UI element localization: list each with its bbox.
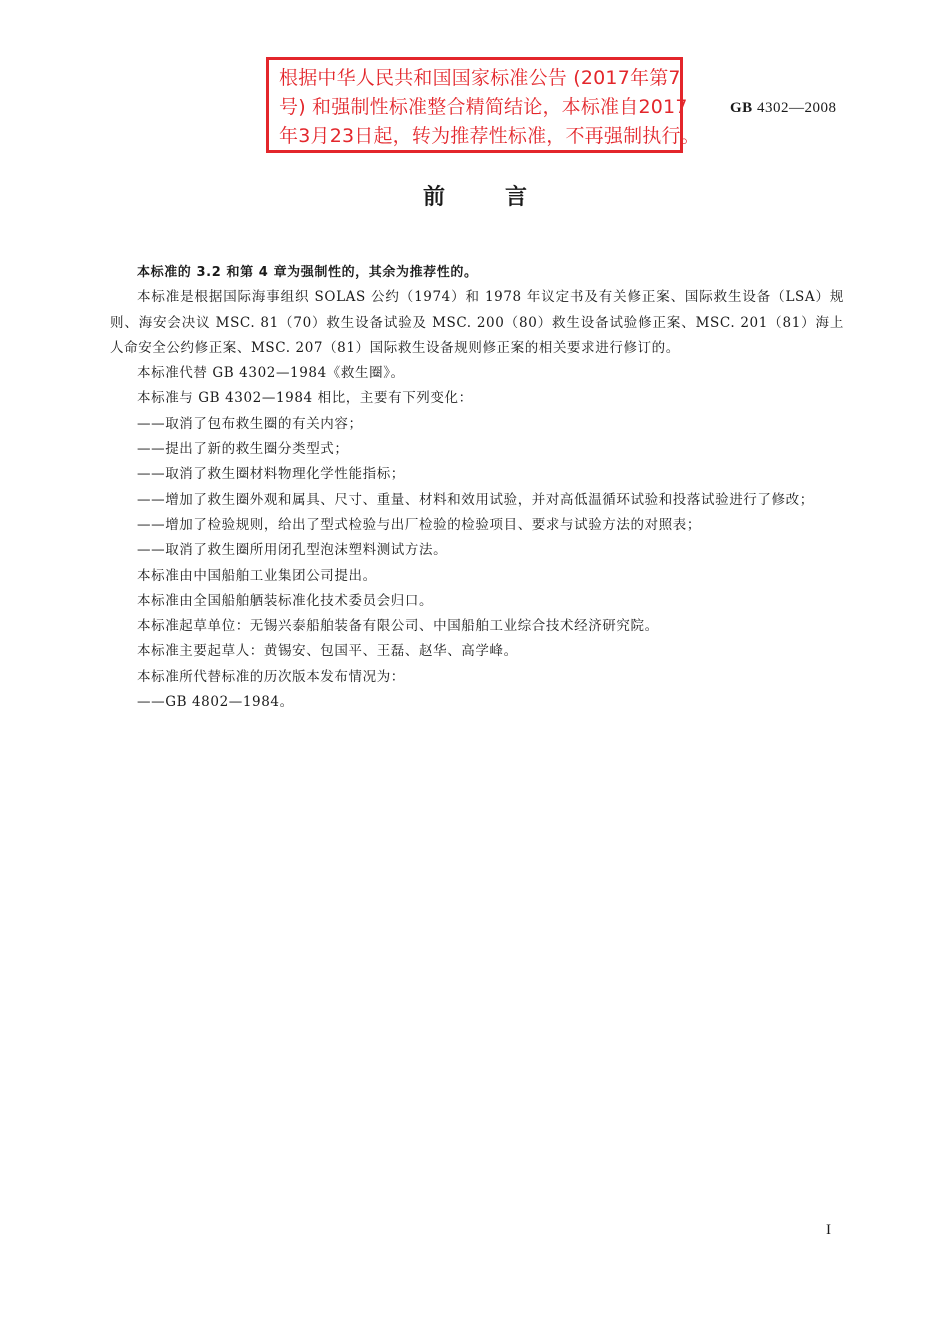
- document-body: [110, 260, 844, 715]
- page-title: 前言: [422, 185, 587, 210]
- standard-prefix: GB: [730, 100, 753, 116]
- change-item-6: ——取消了救生圈所用闭孔型泡沫塑料测试方法。: [137, 542, 448, 559]
- stamp-line-3: 年3月23日起，转为推荐性标准，不再强制执行。: [279, 125, 700, 147]
- standard-code: 4302—2008: [752, 100, 837, 116]
- notice-stamp: [266, 57, 700, 153]
- paragraph-committee: 本标准由全国船舶舾装标准化技术委员会归口。: [137, 592, 434, 609]
- paragraph-replaces: 本标准代替 GB 4302—1984《救生圈》。: [137, 365, 405, 382]
- stamp-line-2: 号) 和强制性标准整合精简结论，本标准自2017: [279, 96, 688, 118]
- paragraph-mandatory-clause: 本标准的 3.2 和第 4 章为强制性的，其余为推荐性的。: [137, 265, 478, 280]
- standard-number: [730, 100, 836, 117]
- paragraph-basis: 本标准是根据国际海事组织 SOLAS 公约（1974）和 1978 年议定书及有关修正案、国际救生设备（LSA）规则、海安会决议 MSC. 81（70）救生设备试验及 MSC. 200（80）救生设备试验修正案、MSC. 201（81）海上人命安全公约修正案、MSC. 207（81）国际救生设备规则修正案的相关要求进行修订的。: [110, 289, 844, 356]
- stamp-line-1: 根据中华人民共和国国家标准公告 (2017年第7: [279, 67, 681, 89]
- paragraph-proposer: 本标准由中国船舶工业集团公司提出。: [137, 567, 377, 584]
- paragraph-changes-intro: 本标准与 GB 4302—1984 相比，主要有下列变化：: [137, 390, 473, 407]
- page-number: I: [826, 1222, 831, 1238]
- paragraph-history-intro: 本标准所代替标准的历次版本发布情况为：: [137, 668, 405, 685]
- change-item-5: ——增加了检验规则，给出了型式检验与出厂检验的检验项目、要求与试验方法的对照表；: [137, 516, 701, 533]
- paragraph-drafters: 本标准主要起草人：黄锡安、包国平、王磊、赵华、高学峰。: [137, 643, 518, 660]
- change-item-2: ——提出了新的救生圈分类型式；: [137, 441, 349, 458]
- paragraph-drafting-units: 本标准起草单位：无锡兴泰船舶装备有限公司、中国船舶工业综合技术经济研究院。: [137, 618, 659, 635]
- change-item-4: ——增加了救生圈外观和属具、尺寸、重量、材料和效用试验，并对高低温循环试验和投落试验进行了修改；: [137, 491, 814, 508]
- history-item-1: ——GB 4802—1984。: [137, 694, 294, 711]
- change-item-1: ——取消了包布救生圈的有关内容；: [137, 415, 363, 432]
- change-item-3: ——取消了救生圈材料物理化学性能指标；: [137, 466, 405, 483]
